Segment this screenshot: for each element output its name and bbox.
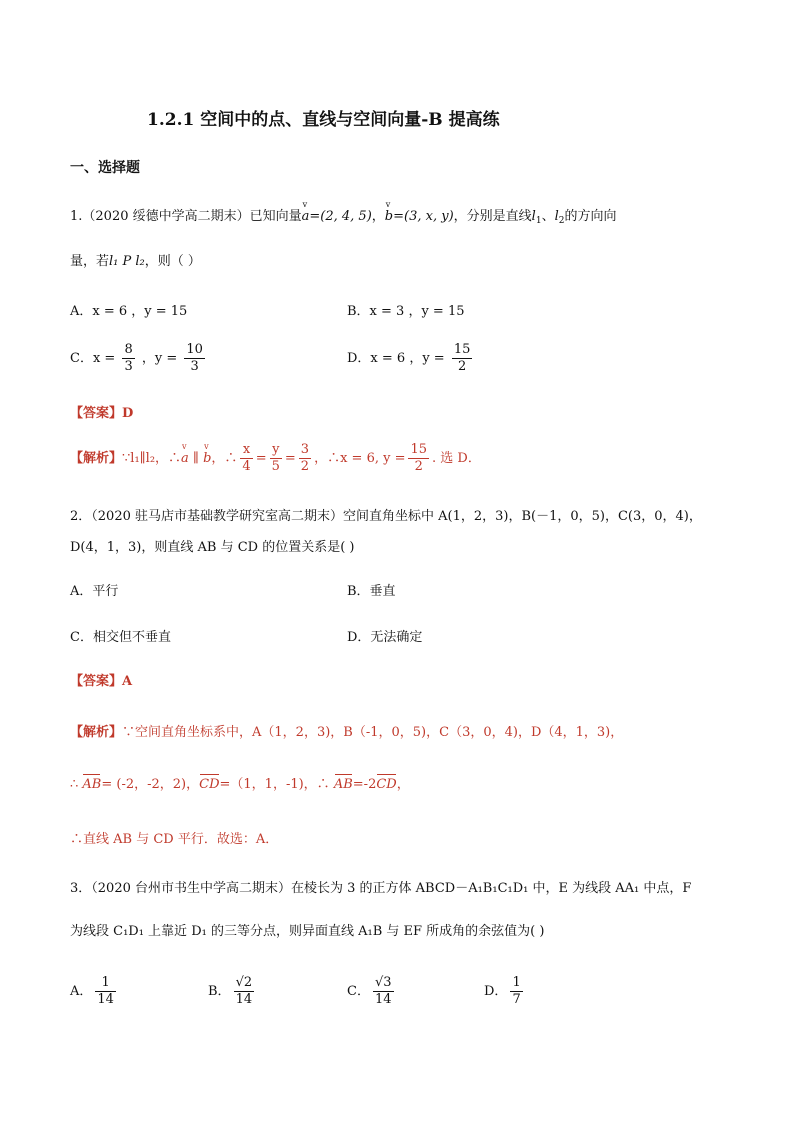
- q1-option-d: D．x = 6 ，y = $\frac{15}{2}$: [347, 342, 471, 374]
- vector-a: v a: [302, 209, 310, 224]
- q2-option-a: A．平行: [70, 584, 119, 599]
- vector-ab: AB: [82, 772, 101, 792]
- q2-analysis-line1: 【解析】∵空间直角坐标系中，A（1，2，3)，B（-1，0，5)，C（3，0，4)，D（4，1，3)，: [70, 725, 624, 740]
- q2-option-b: B．垂直: [347, 584, 396, 599]
- q1-stem-line1: 1.（2020 绥德中学高二期末）已知向量v a=(2, 4, 5)，v b=(3, x, y)，分别是直线$l_1$、$l_2$的方向向: [70, 205, 617, 226]
- q2-answer: 【答案】A: [70, 674, 133, 689]
- fraction: $\frac{15}{2}$: [453, 342, 471, 374]
- q2-analysis-line3: ∴直线 AB 与 CD 平行．故选：A．: [70, 832, 279, 847]
- q1-analysis: 【解析】∵l₁∥l₂，∴v a ∥ v b，∴ $\frac{x}{4}$ = $\frac{y}{5}$ = $\frac{3}{2}$ ，∴x = 6, y = $\frac{15}{2}$ . 选 D．: [70, 442, 481, 475]
- fraction: $\frac{10}{3}$: [186, 342, 203, 374]
- q3-stem-line1: 3．（2020 台州市书生中学高二期末）在棱长为 3 的正方体 ABCD－A₁B₁C₁D₁ 中，E 为线段 AA₁ 中点，F: [70, 881, 692, 896]
- q3-option-a: A． $\frac{1}{14}$: [70, 975, 114, 1007]
- page-title: 1.2.1 空间中的点、直线与空间向量-B 提高练: [147, 110, 500, 130]
- q1-option-a: A．x = 6 ，y = 15: [70, 304, 188, 319]
- q1-answer: 【答案】D: [70, 406, 134, 421]
- vector-ab: AB: [334, 772, 353, 792]
- fraction: $\frac{8}{3}$: [124, 342, 133, 374]
- q3-option-b: B． $\frac{√2}{14}$: [208, 975, 253, 1007]
- q2-option-c: C．相交但不垂直: [70, 630, 171, 645]
- q3-option-d: D． $\frac{1}{7}$: [484, 975, 521, 1007]
- q3-stem-line2: 为线段 C₁D₁ 上靠近 D₁ 的三等分点，则异面直线 A₁B 与 EF 所成角的余弦值为( ): [70, 924, 545, 939]
- q1-option-c: C．x = $\frac{8}{3}$ ，y = $\frac{10}{3}$: [70, 342, 203, 374]
- vector-b: v b: [385, 209, 393, 224]
- q2-option-d: D．无法确定: [347, 630, 423, 645]
- q1-stem-line2: 量，若l₁ P l₂，则（ ）: [70, 254, 201, 269]
- vector-cd: CD: [376, 772, 396, 792]
- q2-stem-line1: 2．（2020 驻马店市基础教学研究室高二期末）空间直角坐标中 A(1，2，3)，B(－1，0，5)，C(3，0，4)，: [70, 509, 702, 524]
- q1-option-b: B．x = 3 ，y = 15: [347, 304, 465, 319]
- q2-analysis-line2: ∴ AB= (-2，-2，2)，CD=（1，1，-1)，∴ AB=-2CD，: [70, 772, 410, 792]
- section-heading: 一、选择题: [70, 160, 140, 176]
- q3-option-c: C． $\frac{√3}{14}$: [347, 975, 392, 1007]
- q2-stem-line2: D(4，1，3)，则直线 AB 与 CD 的位置关系是( ): [70, 540, 355, 555]
- vector-cd: CD: [199, 772, 219, 792]
